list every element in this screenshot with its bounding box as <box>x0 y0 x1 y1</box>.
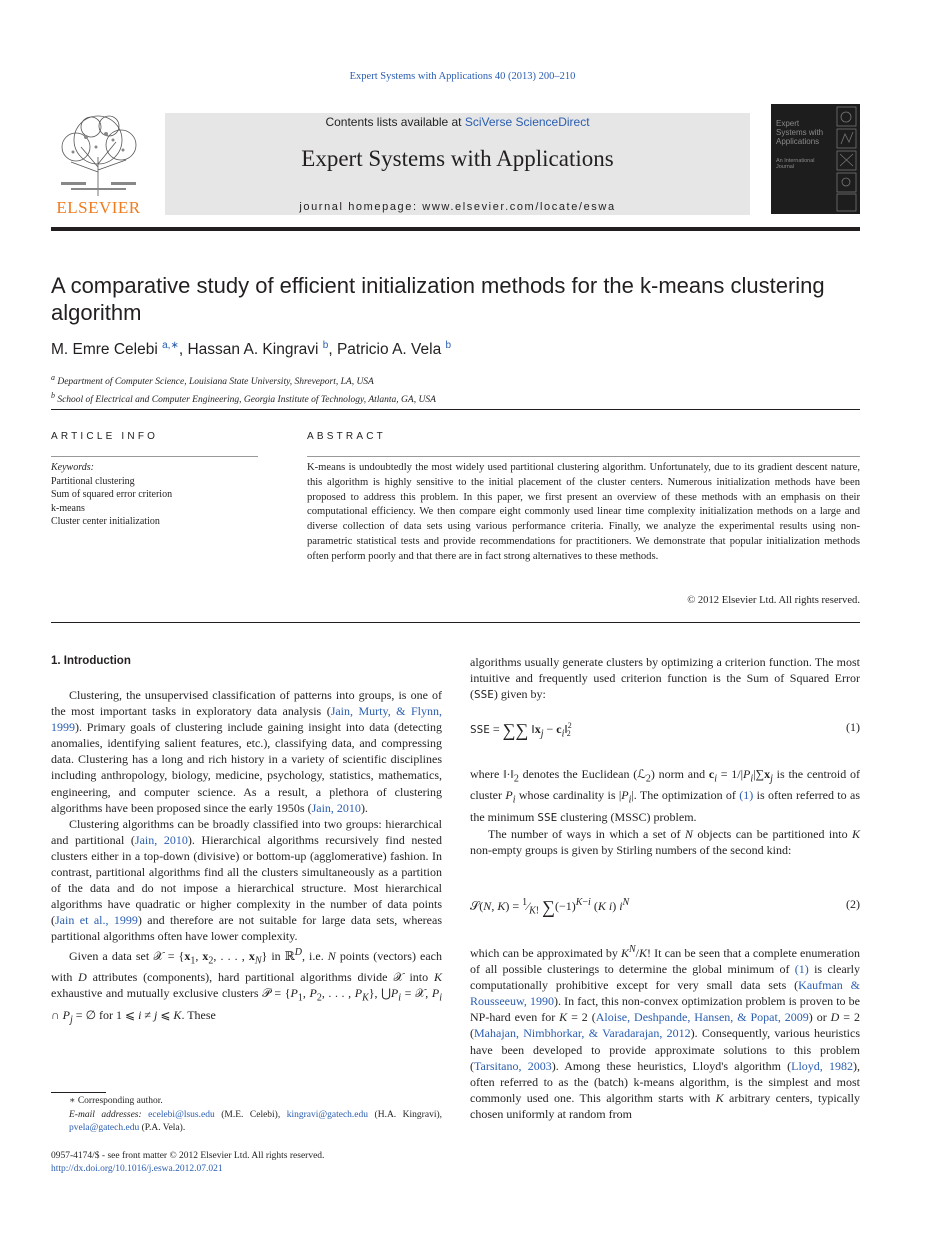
article-info-divider <box>51 456 258 457</box>
citation-link[interactable]: Lloyd, 1982 <box>791 1058 854 1073</box>
affiliation-line <box>51 389 860 407</box>
author-name: Patricio A. Vela <box>336 341 442 359</box>
email-owner: (P.A. Vela). <box>139 1123 186 1133</box>
citation-link[interactable]: Tarsitano, 2003 <box>474 1058 552 1073</box>
equation-1: SSE = ∑∑ $‖x_j$ − $c_i‖^2_2$ (1) <box>470 720 860 740</box>
email-addresses <box>51 1109 442 1136</box>
abstract-heading: ABSTRACT <box>307 431 386 442</box>
equation-number: (2) <box>846 897 860 911</box>
abstract-text: K-means is undoubtedly the most widely used partitional clustering algorithm. Unfortunately, due to its gradient descent nature, this algorithm is highly sensitive to the initial placement of the cluster centers. Numerous initialization methods have been proposed to address this problem. In this paper, we first present an overview of these methods with an emphasis on their computational efficiency. We then compare eight commonly used linear time complexity initialization methods on a large and diverse collection of data sets using various performance criteria. Finally, we analyze the experimental results using non-parametric statistical tests and provide recommendations for practitioners. We demonstrate that popular initialization methods often perform poorly and that there are in fact strong alternatives to these methods. <box>307 462 860 562</box>
equation-number: (1) <box>846 720 860 734</box>
footnote-divider <box>51 1092 106 1093</box>
header-divider <box>51 227 860 231</box>
citation-link[interactable]: Kaufman & Rousseeuw, 1990 <box>470 978 861 1009</box>
article-info-heading: ARTICLE INFO <box>51 431 159 442</box>
contents-line <box>165 115 750 129</box>
cover-journal-title: Expert Systems with Applications <box>776 119 824 146</box>
citation-link[interactable]: Aloise, Deshpande, Hansen, & Popat, 2009 <box>595 1010 809 1025</box>
abstract-copyright: © 2012 Elsevier Ltd. All rights reserved. <box>687 595 860 606</box>
equation-2: 𝒮(N, $K) = ^1⁄_{K!}$ $\sum(-1)^{K-i}$ (K i) $i^N$ (2) <box>470 897 860 917</box>
footnotes <box>51 1095 442 1136</box>
elsevier-wordmark[interactable]: ELSEVIER <box>56 198 141 217</box>
article-title: A comparative study of efficient initialization methods for the k-means clustering algorithm <box>51 273 825 325</box>
citation-link[interactable]: Jain et al., 1999 <box>55 913 138 928</box>
journal-title: Expert Systems with Applications <box>301 146 614 171</box>
author-name: Hassan A. Kingravi <box>187 341 319 359</box>
email-owner: (H.A. Kingravi), <box>368 1109 442 1120</box>
author-affiliation-mark[interactable]: b <box>322 340 329 351</box>
body-paragraph: Clustering, the unsupervised classification of patterns into groups, is one of the most important tasks in exploratory data analysis (Jain, Murty, & Flynn, 1999). Primary goals of clustering include gaining insight into data (detecting anomalies, identifying salient features, etc.), classifying data, and compressing data. Clustering has a long and rich history in a variety of scientific disciplines including anthropology, biology, medicine, psychology, statistics, mathematics, engineering, and computer science. As a result, a plethora of clustering algorithms have been proposed since the early 1950s (Jain, 2010). <box>51 688 442 815</box>
author-affiliation-mark[interactable]: b <box>445 340 452 351</box>
body-right-column-bottom <box>470 942 860 1122</box>
bottom-metadata <box>51 1150 551 1176</box>
body-paragraph: algorithms usually generate clusters by optimizing a criterion function. The most intuitive and frequently used criterion function is the Sum of Squared Error (SSE) given by: <box>470 655 860 702</box>
affiliation-text: Department of Computer Science, Louisiana State University, Shreveport, LA, USA <box>57 377 374 388</box>
author-list: M. Emre Celebi $^{a,∗}$, Hassan A. Kingravi $^b$, Patricio A. Vela $^b$ <box>51 340 452 359</box>
journal-citation[interactable]: Expert Systems with Applications 40 (2013) 200–210 <box>349 71 576 82</box>
body-right-column-mid <box>470 766 860 858</box>
citation-link[interactable]: Jain, 2010 <box>311 800 361 815</box>
affiliation-mark: a <box>51 373 55 382</box>
doi-link[interactable]: http://dx.doi.org/10.1016/j.eswa.2012.07.021 <box>51 1164 223 1174</box>
keyword: Cluster center initialization <box>51 516 160 527</box>
section-heading: 1. Introduction <box>51 655 131 667</box>
body-paragraph: where $‖\cdot‖_2$ denotes the Euclidean (ℒ$_2$) norm and $c_i = 1/|P_i|\sum x_j$ is the centroid of cluster $P_i$ whose cardinality is $|P_i|$. The optimization of (1) is often referred to as the minimum SSE clustering (MSSC) problem. <box>470 767 860 824</box>
keywords-label: Keywords: <box>51 462 94 473</box>
contents-prefix: Contents lists available at <box>325 115 465 129</box>
body-paragraph: Clustering algorithms can be broadly classified into two groups: hierarchical and partitional (Jain, 2010). Hierarchical algorithms recursively find nested clusters either in a top-down (divisive) or bottom-up (agglomerative) fashion. In contrast, partitional algorithms find all the clusters simultaneously as a partition of the data and do not impose a hierarchical structure. Most hierarchical algorithms have quadratic or higher complexity in the number of data points (Jain et al., 1999) and therefore are not suitable for large data sets, whereas partitional algorithms often have lower complexity. <box>51 816 442 944</box>
keyword: Sum of squared error criterion <box>51 489 173 500</box>
email-link[interactable]: pvela@gatech.edu <box>69 1123 140 1133</box>
email-link[interactable]: kingravi@gatech.edu <box>286 1109 369 1120</box>
citation-link[interactable]: Mahajan, Nimbhorkar, & Varadarajan, 2012 <box>474 1026 691 1041</box>
affiliation-line <box>51 371 860 389</box>
author-affiliation-mark[interactable]: a,∗ <box>162 340 179 351</box>
affiliation-text: School of Electrical and Computer Engineering, Georgia Institute of Technology, Atlanta, GA, USA <box>57 395 436 406</box>
email-label: E-mail addresses: <box>69 1109 142 1120</box>
journal-homepage[interactable]: journal homepage: www.elsevier.com/locate/eswa <box>299 201 616 213</box>
equation-link[interactable]: (1) <box>794 962 809 977</box>
body-left-column <box>51 687 442 1028</box>
body-paragraph: which can be approximated by $K^N/K$! It can be seen that a complete enumeration of all possible clusterings to determine the global minimum of (1) is clearly computationally prohibitive except for very small data sets (Kaufman & Rousseeuw, 1990). In fact, this non-convex optimization problem is proven to be NP-hard even for K = 2 (Aloise, Deshpande, Hansen, & Popat, 2009) or D = 2 (Mahajan, Nimbhorkar, & Varadarajan, 2012). Consequently, various heuristics have been developed to provide approximate solutions to this problem (Tarsitano, 2003). Among these heuristics, Lloyd's algorithm (Lloyd, 1982), often referred to as the (batch) k-means algorithm, is the simplest and most commonly used one. This algorithm starts with K arbitrary centers, typically chosen uniformly at random from <box>470 944 861 1121</box>
sciencedirect-link[interactable]: SciVerse ScienceDirect <box>464 115 590 129</box>
keyword: Partitional clustering <box>51 475 135 487</box>
title-divider <box>51 409 860 410</box>
email-owner: (M.E. Celebi), <box>214 1109 287 1120</box>
affiliations <box>51 371 860 407</box>
author-name: M. Emre Celebi <box>51 341 158 359</box>
corresponding-author-note: ∗ Corresponding author. <box>69 1096 163 1106</box>
affiliation-mark: b <box>51 391 55 401</box>
email-link[interactable]: ecelebi@lsus.edu <box>148 1109 215 1120</box>
cover-subtitle: An International Journal <box>776 158 815 170</box>
equation-link[interactable]: (1) <box>739 788 754 803</box>
body-right-column-top <box>470 654 860 703</box>
body-paragraph: The number of ways in which a set of N objects can be partitioned into K non-empty groups is given by Stirling numbers of the second kind: <box>470 827 860 858</box>
abstract-bottom-divider <box>51 622 860 623</box>
keywords-block <box>51 461 261 529</box>
citation-link[interactable]: Jain, Murty, & Flynn, 1999 <box>51 704 442 735</box>
issn-line: 0957-4174/$ - see front matter © 2012 Elsevier Ltd. All rights reserved. <box>51 1151 325 1161</box>
body-paragraph: Given a data set 𝒳 = {$x_1$, $x_2$, . . . , $x_N$} in ℝ$^D$, i.e. N points (vectors) each with D attributes (components), hard partitional algorithms divide 𝒳 into K exhaustive and mutually exclusive clusters 𝒫 = {$P_1$, $P_2$, . . . , $P_K$}, $⋃P_i$ = 𝒳, $P_i$ ∩ $P_j$ = ∅ for 1 ⩽ i ≠ j ⩽ K. These <box>51 946 443 1025</box>
keyword: k-means <box>51 502 85 514</box>
citation-link[interactable]: Jain, 2010 <box>134 832 188 847</box>
abstract-divider <box>307 456 860 457</box>
